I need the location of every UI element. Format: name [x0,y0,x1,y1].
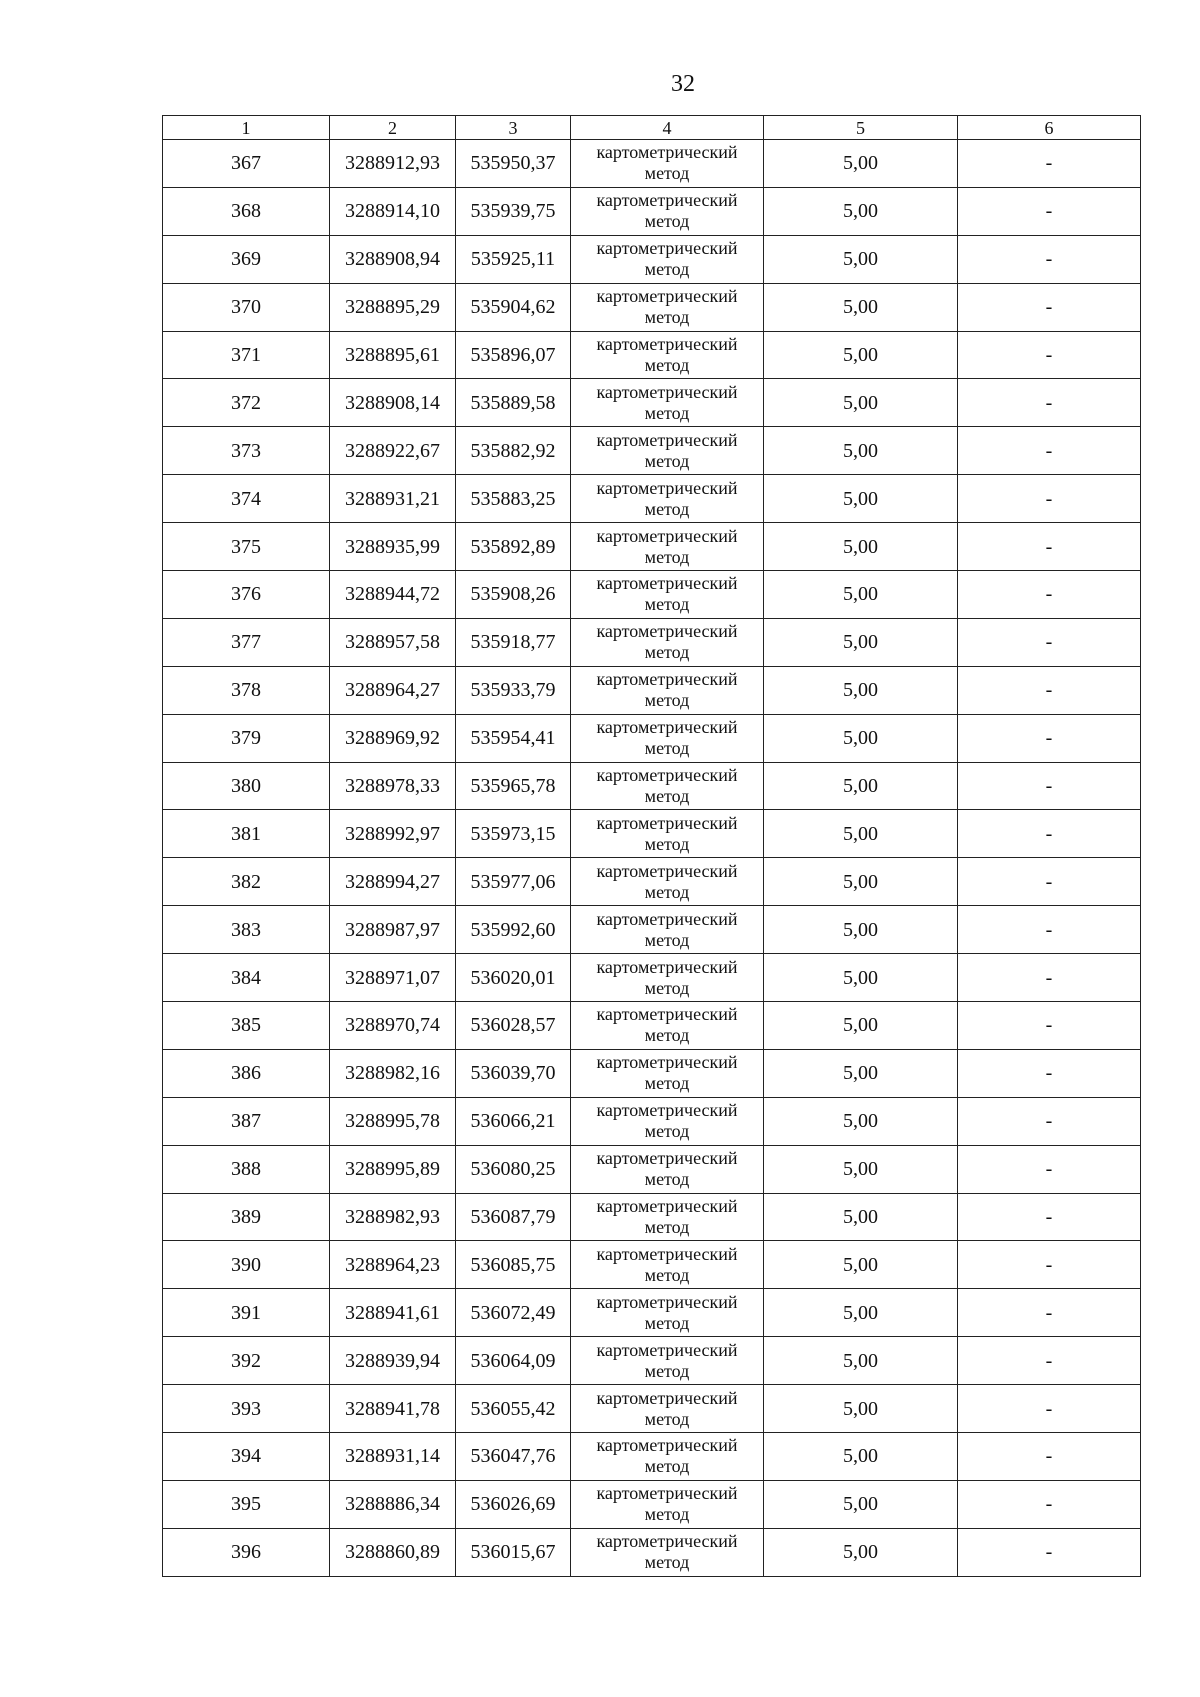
cell-method [571,1337,764,1385]
cell-method [571,1385,764,1433]
cell-point-number: 387 [163,1097,330,1145]
cell-method [571,714,764,762]
cell-accuracy: 5,00 [764,666,958,714]
method-line: картометрический [596,1435,738,1456]
cell-method [571,140,764,188]
cell-x-coordinate: 3288908,14 [330,379,456,427]
cell-note: - [958,1049,1141,1097]
cell-y-coordinate: 535977,06 [456,858,571,906]
cell-accuracy: 5,00 [764,618,958,666]
cell-y-coordinate: 536020,01 [456,954,571,1002]
cell-method [571,618,764,666]
cell-accuracy: 5,00 [764,1337,958,1385]
cell-method [571,331,764,379]
method-line: метод [644,833,690,854]
cell-note: - [958,810,1141,858]
cell-accuracy: 5,00 [764,427,958,475]
table-row [163,666,1141,714]
cell-x-coordinate: 3288860,89 [330,1528,456,1576]
cell-y-coordinate: 535954,41 [456,714,571,762]
cell-point-number: 396 [163,1528,330,1576]
cell-y-coordinate: 536055,42 [456,1385,571,1433]
method-line: метод [644,738,690,759]
method-line: картометрический [596,860,738,881]
cell-method [571,475,764,523]
cell-y-coordinate: 536039,70 [456,1049,571,1097]
cell-accuracy: 5,00 [764,283,958,331]
method-line: картометрический [596,1052,738,1073]
cell-method [571,858,764,906]
cell-note: - [958,1385,1141,1433]
table-header [163,116,1141,140]
method-line: картометрический [596,621,738,642]
cell-y-coordinate: 536066,21 [456,1097,571,1145]
column-header-5: 5 [764,116,958,140]
method-line: метод [644,1217,690,1238]
cell-accuracy: 5,00 [764,1528,958,1576]
method-line: картометрический [596,1148,738,1169]
table-row [163,810,1141,858]
method-line: метод [644,307,690,328]
method-line: картометрический [596,381,738,402]
method-line: метод [644,1360,690,1381]
cell-note: - [958,906,1141,954]
cell-method [571,906,764,954]
cell-x-coordinate: 3288931,21 [330,475,456,523]
cell-x-coordinate: 3288995,78 [330,1097,456,1145]
method-line: метод [644,163,690,184]
cell-y-coordinate: 535882,92 [456,427,571,475]
table-row [163,1433,1141,1481]
cell-y-coordinate: 536015,67 [456,1528,571,1576]
table-row [163,1193,1141,1241]
cell-point-number: 368 [163,187,330,235]
method-line: метод [644,546,690,567]
table-row [163,762,1141,810]
cell-y-coordinate: 535939,75 [456,187,571,235]
cell-y-coordinate: 535892,89 [456,523,571,571]
method-line: картометрический [596,956,738,977]
cell-x-coordinate: 3288912,93 [330,140,456,188]
cell-accuracy: 5,00 [764,954,958,1002]
method-line: метод [644,1408,690,1429]
cell-note: - [958,762,1141,810]
cell-method [571,666,764,714]
table-row [163,331,1141,379]
cell-y-coordinate: 536072,49 [456,1289,571,1337]
method-line: метод [644,594,690,615]
cell-x-coordinate: 3288939,94 [330,1337,456,1385]
cell-method [571,1097,764,1145]
cell-note: - [958,235,1141,283]
cell-method [571,810,764,858]
cell-point-number: 371 [163,331,330,379]
table-body [163,140,1141,1577]
cell-note: - [958,475,1141,523]
table-row [163,954,1141,1002]
method-line: метод [644,1456,690,1477]
method-line: картометрический [596,1387,738,1408]
cell-accuracy: 5,00 [764,1433,958,1481]
cell-method [571,571,764,619]
cell-accuracy: 5,00 [764,810,958,858]
cell-x-coordinate: 3288931,14 [330,1433,456,1481]
cell-y-coordinate: 536064,09 [456,1337,571,1385]
cell-method [571,283,764,331]
cell-point-number: 376 [163,571,330,619]
cell-point-number: 386 [163,1049,330,1097]
cell-accuracy: 5,00 [764,140,958,188]
cell-point-number: 370 [163,283,330,331]
table-row [163,858,1141,906]
method-line: метод [644,1312,690,1333]
table-row [163,283,1141,331]
table-row [163,140,1141,188]
cell-method [571,1193,764,1241]
table-row [163,1337,1141,1385]
cell-y-coordinate: 535896,07 [456,331,571,379]
cell-x-coordinate: 3288941,78 [330,1385,456,1433]
cell-x-coordinate: 3288969,92 [330,714,456,762]
method-line: метод [644,642,690,663]
method-line: картометрический [596,477,738,498]
method-line: метод [644,1169,690,1190]
cell-note: - [958,427,1141,475]
cell-x-coordinate: 3288895,61 [330,331,456,379]
method-line: картометрический [596,1483,738,1504]
cell-x-coordinate: 3288957,58 [330,618,456,666]
cell-accuracy: 5,00 [764,1145,958,1193]
method-line: метод [644,786,690,807]
column-header-2: 2 [330,116,456,140]
cell-method [571,954,764,1002]
cell-point-number: 382 [163,858,330,906]
cell-method [571,427,764,475]
cell-y-coordinate: 535918,77 [456,618,571,666]
cell-y-coordinate: 535992,60 [456,906,571,954]
method-line: метод [644,1552,690,1573]
table-row [163,1528,1141,1576]
method-line: картометрический [596,1100,738,1121]
cell-point-number: 393 [163,1385,330,1433]
method-line: картометрический [596,1004,738,1025]
cell-point-number: 367 [163,140,330,188]
coordinates-table [162,115,1141,1577]
column-header-6: 6 [958,116,1141,140]
cell-y-coordinate: 536028,57 [456,1002,571,1050]
method-line: картометрический [596,908,738,929]
cell-accuracy: 5,00 [764,1480,958,1528]
cell-note: - [958,1097,1141,1145]
cell-note: - [958,1528,1141,1576]
cell-note: - [958,1193,1141,1241]
cell-x-coordinate: 3288964,27 [330,666,456,714]
method-line: картометрический [596,1196,738,1217]
cell-x-coordinate: 3288982,93 [330,1193,456,1241]
cell-x-coordinate: 3288941,61 [330,1289,456,1337]
cell-x-coordinate: 3288944,72 [330,571,456,619]
table-row [163,1289,1141,1337]
cell-point-number: 379 [163,714,330,762]
cell-point-number: 389 [163,1193,330,1241]
cell-point-number: 372 [163,379,330,427]
cell-accuracy: 5,00 [764,571,958,619]
cell-accuracy: 5,00 [764,235,958,283]
method-line: картометрический [596,1291,738,1312]
method-line: метод [644,1504,690,1525]
method-line: картометрический [596,1339,738,1360]
cell-note: - [958,571,1141,619]
cell-y-coordinate: 536026,69 [456,1480,571,1528]
cell-accuracy: 5,00 [764,1097,958,1145]
method-line: картометрический [596,765,738,786]
method-line: картометрический [596,812,738,833]
cell-note: - [958,858,1141,906]
cell-x-coordinate: 3288908,94 [330,235,456,283]
method-line: метод [644,211,690,232]
cell-accuracy: 5,00 [764,1193,958,1241]
method-line: картометрический [596,238,738,259]
cell-point-number: 390 [163,1241,330,1289]
cell-method [571,1049,764,1097]
method-line: метод [644,1264,690,1285]
cell-point-number: 395 [163,1480,330,1528]
cell-y-coordinate: 536047,76 [456,1433,571,1481]
method-line: метод [644,1073,690,1094]
cell-x-coordinate: 3288971,07 [330,954,456,1002]
table-row [163,235,1141,283]
cell-y-coordinate: 535973,15 [456,810,571,858]
cell-note: - [958,1241,1141,1289]
cell-accuracy: 5,00 [764,1289,958,1337]
cell-accuracy: 5,00 [764,858,958,906]
cell-method [571,1241,764,1289]
page-number: 32 [671,71,695,97]
cell-x-coordinate: 3288914,10 [330,187,456,235]
column-header-1: 1 [163,116,330,140]
cell-x-coordinate: 3288935,99 [330,523,456,571]
cell-point-number: 388 [163,1145,330,1193]
cell-y-coordinate: 535908,26 [456,571,571,619]
cell-method [571,235,764,283]
cell-note: - [958,618,1141,666]
cell-point-number: 384 [163,954,330,1002]
cell-y-coordinate: 535933,79 [456,666,571,714]
cell-point-number: 381 [163,810,330,858]
cell-note: - [958,1433,1141,1481]
cell-point-number: 392 [163,1337,330,1385]
cell-point-number: 377 [163,618,330,666]
cell-method [571,762,764,810]
cell-note: - [958,379,1141,427]
method-line: картометрический [596,525,738,546]
cell-note: - [958,523,1141,571]
cell-accuracy: 5,00 [764,331,958,379]
cell-point-number: 375 [163,523,330,571]
cell-y-coordinate: 535883,25 [456,475,571,523]
method-line: метод [644,498,690,519]
method-line: картометрический [596,286,738,307]
method-line: картометрический [596,142,738,163]
cell-note: - [958,1002,1141,1050]
cell-x-coordinate: 3288895,29 [330,283,456,331]
method-line: метод [644,355,690,375]
cell-note: - [958,954,1141,1002]
cell-note: - [958,283,1141,331]
cell-x-coordinate: 3288987,97 [330,906,456,954]
cell-note: - [958,1145,1141,1193]
cell-x-coordinate: 3288970,74 [330,1002,456,1050]
cell-point-number: 385 [163,1002,330,1050]
table-row [163,618,1141,666]
method-line: метод [644,929,690,950]
cell-x-coordinate: 3288922,67 [330,427,456,475]
cell-note: - [958,714,1141,762]
cell-y-coordinate: 535904,62 [456,283,571,331]
table-row [163,1241,1141,1289]
cell-method [571,1002,764,1050]
cell-accuracy: 5,00 [764,523,958,571]
cell-accuracy: 5,00 [764,1049,958,1097]
method-line: метод [644,1121,690,1142]
cell-x-coordinate: 3288886,34 [330,1480,456,1528]
method-line: метод [644,259,690,280]
table-row [163,379,1141,427]
table-row [163,1097,1141,1145]
table-row [163,1385,1141,1433]
method-line: метод [644,402,690,423]
cell-x-coordinate: 3288964,23 [330,1241,456,1289]
cell-y-coordinate: 535889,58 [456,379,571,427]
table-row [163,571,1141,619]
cell-point-number: 394 [163,1433,330,1481]
cell-method [571,1289,764,1337]
cell-y-coordinate: 535925,11 [456,235,571,283]
table-row [163,475,1141,523]
column-header-4: 4 [571,116,764,140]
method-line: картометрический [596,717,738,738]
cell-note: - [958,187,1141,235]
method-line: метод [644,690,690,711]
table-row [163,1145,1141,1193]
cell-accuracy: 5,00 [764,379,958,427]
method-line: метод [644,450,690,471]
method-line: картометрический [596,429,738,450]
table-row [163,427,1141,475]
method-line: метод [644,977,690,998]
cell-accuracy: 5,00 [764,762,958,810]
table-row [163,523,1141,571]
cell-note: - [958,1289,1141,1337]
cell-y-coordinate: 535950,37 [456,140,571,188]
table-row [163,714,1141,762]
cell-point-number: 391 [163,1289,330,1337]
cell-point-number: 378 [163,666,330,714]
table-row [163,1480,1141,1528]
cell-x-coordinate: 3288982,16 [330,1049,456,1097]
method-line: метод [644,1025,690,1046]
cell-point-number: 369 [163,235,330,283]
method-line: картометрический [596,669,738,690]
cell-method [571,1433,764,1481]
cell-accuracy: 5,00 [764,714,958,762]
cell-x-coordinate: 3288992,97 [330,810,456,858]
method-line: картометрический [596,190,738,211]
table-row [163,1002,1141,1050]
method-line: картометрический [596,573,738,594]
cell-note: - [958,331,1141,379]
table-row [163,1049,1141,1097]
cell-point-number: 380 [163,762,330,810]
cell-accuracy: 5,00 [764,1241,958,1289]
cell-y-coordinate: 536087,79 [456,1193,571,1241]
cell-note: - [958,140,1141,188]
table-row [163,906,1141,954]
cell-note: - [958,1480,1141,1528]
cell-method [571,1145,764,1193]
cell-accuracy: 5,00 [764,1385,958,1433]
cell-point-number: 383 [163,906,330,954]
cell-point-number: 374 [163,475,330,523]
method-line: картометрический [596,1243,738,1264]
cell-accuracy: 5,00 [764,475,958,523]
method-line: картометрический [596,334,738,354]
cell-x-coordinate: 3288994,27 [330,858,456,906]
cell-accuracy: 5,00 [764,1002,958,1050]
method-line: метод [644,881,690,902]
table-row [163,187,1141,235]
cell-note: - [958,1337,1141,1385]
cell-x-coordinate: 3288978,33 [330,762,456,810]
header-row [163,116,1141,140]
cell-y-coordinate: 536080,25 [456,1145,571,1193]
cell-y-coordinate: 535965,78 [456,762,571,810]
cell-accuracy: 5,00 [764,187,958,235]
cell-method [571,1480,764,1528]
cell-point-number: 373 [163,427,330,475]
cell-note: - [958,666,1141,714]
cell-y-coordinate: 536085,75 [456,1241,571,1289]
cell-x-coordinate: 3288995,89 [330,1145,456,1193]
cell-method [571,1528,764,1576]
cell-method [571,187,764,235]
cell-method [571,523,764,571]
cell-accuracy: 5,00 [764,906,958,954]
method-line: картометрический [596,1531,738,1552]
cell-method [571,379,764,427]
column-header-3: 3 [456,116,571,140]
